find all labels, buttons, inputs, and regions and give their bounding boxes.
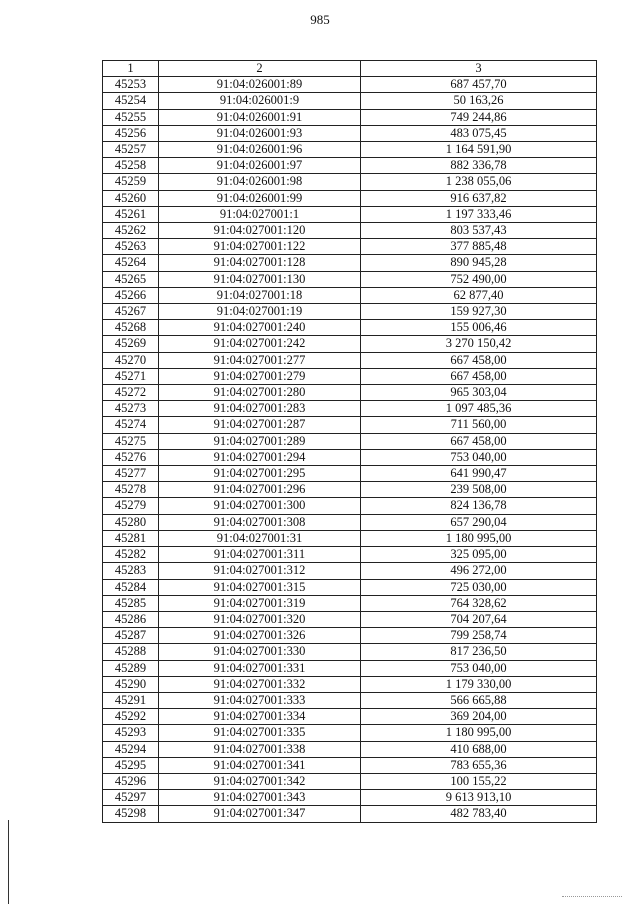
table-row [103,806,597,822]
value-cell: 799 258,74 [361,628,597,644]
table-row [103,401,597,417]
value-cell: 369 204,00 [361,709,597,725]
table-row [103,304,597,320]
table-row [103,547,597,563]
table-row [103,611,597,627]
row-number-cell: 45293 [103,725,159,741]
value-cell: 155 006,46 [361,320,597,336]
cadastral-number-cell: 91:04:027001:338 [159,741,361,757]
table-row [103,482,597,498]
table-row [103,741,597,757]
row-number-cell: 45256 [103,125,159,141]
value-cell: 752 490,00 [361,271,597,287]
table-row [103,158,597,174]
row-number-cell: 45269 [103,336,159,352]
value-cell: 725 030,00 [361,579,597,595]
value-cell: 9 613 913,10 [361,790,597,806]
row-number-cell: 45254 [103,93,159,109]
row-number-cell: 45283 [103,563,159,579]
value-cell: 159 927,30 [361,304,597,320]
value-cell: 1 197 333,46 [361,206,597,222]
data-table [102,60,597,823]
cadastral-number-cell: 91:04:027001:334 [159,709,361,725]
table-row [103,725,597,741]
cadastral-number-cell: 91:04:027001:333 [159,692,361,708]
header-col-3: 3 [361,61,597,77]
table-row [103,514,597,530]
row-number-cell: 45287 [103,628,159,644]
table-row [103,757,597,773]
table-row [103,287,597,303]
table-row [103,336,597,352]
cadastral-number-cell: 91:04:027001:320 [159,611,361,627]
row-number-cell: 45298 [103,806,159,822]
cadastral-number-cell: 91:04:027001:242 [159,336,361,352]
cadastral-number-cell: 91:04:027001:128 [159,255,361,271]
value-cell: 783 655,36 [361,757,597,773]
value-cell: 1 180 995,00 [361,725,597,741]
table-row [103,352,597,368]
value-cell: 817 236,50 [361,644,597,660]
cadastral-number-cell: 91:04:026001:99 [159,190,361,206]
table-header-row [103,61,597,77]
row-number-cell: 45297 [103,790,159,806]
row-number-cell: 45282 [103,547,159,563]
value-cell: 1 097 485,36 [361,401,597,417]
cadastral-number-cell: 91:04:027001:332 [159,676,361,692]
value-cell: 239 508,00 [361,482,597,498]
table-row [103,660,597,676]
value-cell: 482 783,40 [361,806,597,822]
table-row [103,320,597,336]
header-col-1: 1 [103,61,159,77]
table-row [103,368,597,384]
cadastral-number-cell: 91:04:027001:31 [159,530,361,546]
row-number-cell: 45258 [103,158,159,174]
row-number-cell: 45294 [103,741,159,757]
row-number-cell: 45266 [103,287,159,303]
table-row [103,595,597,611]
table-row [103,498,597,514]
row-number-cell: 45271 [103,368,159,384]
page-number: 985 [310,12,330,27]
cadastral-number-cell: 91:04:027001:295 [159,466,361,482]
table-row [103,773,597,789]
cadastral-number-cell: 91:04:026001:93 [159,125,361,141]
value-cell: 764 328,62 [361,595,597,611]
table-row [103,142,597,158]
value-cell: 410 688,00 [361,741,597,757]
table-row [103,223,597,239]
row-number-cell: 45295 [103,757,159,773]
value-cell: 916 637,82 [361,190,597,206]
table-row [103,676,597,692]
row-number-cell: 45278 [103,482,159,498]
row-number-cell: 45276 [103,449,159,465]
value-cell: 325 095,00 [361,547,597,563]
cadastral-number-cell: 91:04:027001:130 [159,271,361,287]
cadastral-number-cell: 91:04:027001:308 [159,514,361,530]
table-body [103,77,597,822]
cadastral-number-cell: 91:04:027001:335 [159,725,361,741]
value-cell: 753 040,00 [361,660,597,676]
value-cell: 50 163,26 [361,93,597,109]
table-row [103,579,597,595]
row-number-cell: 45281 [103,530,159,546]
row-number-cell: 45284 [103,579,159,595]
value-cell: 657 290,04 [361,514,597,530]
row-number-cell: 45273 [103,401,159,417]
cadastral-number-cell: 91:04:027001:311 [159,547,361,563]
value-cell: 496 272,00 [361,563,597,579]
table-row [103,692,597,708]
cadastral-number-cell: 91:04:026001:9 [159,93,361,109]
row-number-cell: 45261 [103,206,159,222]
table-row [103,433,597,449]
row-number-cell: 45296 [103,773,159,789]
value-cell: 667 458,00 [361,352,597,368]
cadastral-number-cell: 91:04:027001:283 [159,401,361,417]
row-number-cell: 45267 [103,304,159,320]
table-row [103,709,597,725]
cadastral-number-cell: 91:04:027001:326 [159,628,361,644]
row-number-cell: 45274 [103,417,159,433]
cadastral-number-cell: 91:04:027001:341 [159,757,361,773]
cadastral-number-cell: 91:04:027001:277 [159,352,361,368]
cadastral-number-cell: 91:04:026001:89 [159,77,361,93]
cadastral-number-cell: 91:04:027001:122 [159,239,361,255]
cadastral-number-cell: 91:04:027001:287 [159,417,361,433]
table-row [103,93,597,109]
row-number-cell: 45272 [103,385,159,401]
row-number-cell: 45257 [103,142,159,158]
table-row [103,77,597,93]
cadastral-number-cell: 91:04:027001:279 [159,368,361,384]
value-cell: 824 136,78 [361,498,597,514]
value-cell: 566 665,88 [361,692,597,708]
cadastral-number-cell: 91:04:027001:296 [159,482,361,498]
value-cell: 1 238 055,06 [361,174,597,190]
row-number-cell: 45280 [103,514,159,530]
value-cell: 1 164 591,90 [361,142,597,158]
table-row [103,271,597,287]
cadastral-number-cell: 91:04:026001:96 [159,142,361,158]
row-number-cell: 45277 [103,466,159,482]
value-cell: 687 457,70 [361,77,597,93]
row-number-cell: 45288 [103,644,159,660]
row-number-cell: 45291 [103,692,159,708]
value-cell: 704 207,64 [361,611,597,627]
value-cell: 753 040,00 [361,449,597,465]
table-row [103,466,597,482]
row-number-cell: 45268 [103,320,159,336]
value-cell: 100 155,22 [361,773,597,789]
value-cell: 667 458,00 [361,368,597,384]
row-number-cell: 45253 [103,77,159,93]
cadastral-number-cell: 91:04:026001:91 [159,109,361,125]
value-cell: 890 945,28 [361,255,597,271]
value-cell: 882 336,78 [361,158,597,174]
row-number-cell: 45270 [103,352,159,368]
table-row [103,628,597,644]
value-cell: 1 179 330,00 [361,676,597,692]
header-col-2: 2 [159,61,361,77]
row-number-cell: 45265 [103,271,159,287]
cadastral-number-cell: 91:04:027001:312 [159,563,361,579]
table-row [103,239,597,255]
table-row [103,385,597,401]
value-cell: 641 990,47 [361,466,597,482]
table-row [103,563,597,579]
row-number-cell: 45259 [103,174,159,190]
table-row [103,449,597,465]
row-number-cell: 45260 [103,190,159,206]
cadastral-number-cell: 91:04:027001:347 [159,806,361,822]
value-cell: 3 270 150,42 [361,336,597,352]
value-cell: 1 180 995,00 [361,530,597,546]
row-number-cell: 45255 [103,109,159,125]
value-cell: 62 877,40 [361,287,597,303]
cadastral-number-cell: 91:04:027001:19 [159,304,361,320]
table-row [103,174,597,190]
cadastral-number-cell: 91:04:026001:97 [159,158,361,174]
row-number-cell: 45286 [103,611,159,627]
table-row [103,530,597,546]
cadastral-number-cell: 91:04:027001:315 [159,579,361,595]
value-cell: 803 537,43 [361,223,597,239]
cadastral-number-cell: 91:04:027001:331 [159,660,361,676]
value-cell: 377 885,48 [361,239,597,255]
cadastral-number-cell: 91:04:027001:289 [159,433,361,449]
cadastral-number-cell: 91:04:027001:330 [159,644,361,660]
table-row [103,417,597,433]
left-margin-line [8,820,9,904]
table-row [103,109,597,125]
row-number-cell: 45289 [103,660,159,676]
row-number-cell: 45292 [103,709,159,725]
footer-marks [562,896,622,900]
row-number-cell: 45263 [103,239,159,255]
value-cell: 667 458,00 [361,433,597,449]
table-row [103,206,597,222]
table-row [103,125,597,141]
row-number-cell: 45275 [103,433,159,449]
row-number-cell: 45262 [103,223,159,239]
table-row [103,790,597,806]
cadastral-number-cell: 91:04:027001:319 [159,595,361,611]
row-number-cell: 45285 [103,595,159,611]
row-number-cell: 45290 [103,676,159,692]
value-cell: 711 560,00 [361,417,597,433]
cadastral-number-cell: 91:04:027001:1 [159,206,361,222]
cadastral-number-cell: 91:04:027001:280 [159,385,361,401]
value-cell: 749 244,86 [361,109,597,125]
cadastral-number-cell: 91:04:027001:120 [159,223,361,239]
cadastral-number-cell: 91:04:027001:342 [159,773,361,789]
cadastral-number-cell: 91:04:027001:240 [159,320,361,336]
cadastral-number-cell: 91:04:027001:18 [159,287,361,303]
table-row [103,255,597,271]
cadastral-number-cell: 91:04:027001:294 [159,449,361,465]
value-cell: 965 303,04 [361,385,597,401]
row-number-cell: 45279 [103,498,159,514]
cadastral-number-cell: 91:04:027001:300 [159,498,361,514]
cadastral-number-cell: 91:04:027001:343 [159,790,361,806]
value-cell: 483 075,45 [361,125,597,141]
table-row [103,190,597,206]
cadastral-number-cell: 91:04:026001:98 [159,174,361,190]
row-number-cell: 45264 [103,255,159,271]
table-row [103,644,597,660]
